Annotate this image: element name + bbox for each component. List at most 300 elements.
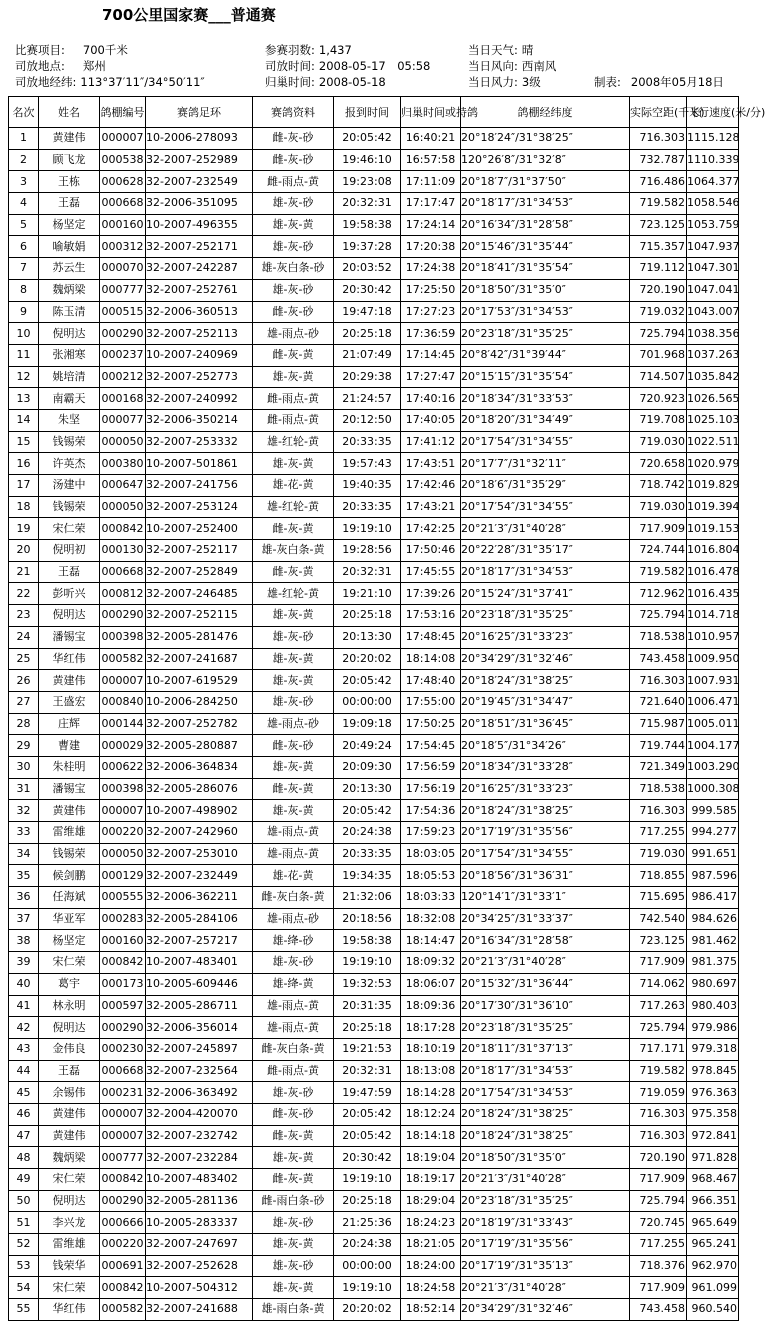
cell-ring: 32-2007-232564 xyxy=(146,1060,253,1082)
cell-ring: 32-2007-252115 xyxy=(146,605,253,627)
cell-ring: 32-2006-360513 xyxy=(146,301,253,323)
cell-distance: 715.357 xyxy=(630,236,687,258)
cell-speed: 1025.103 xyxy=(687,409,739,431)
cell-rank: 3 xyxy=(9,171,39,193)
cell-distance: 714.062 xyxy=(630,973,687,995)
cell-distance: 719.030 xyxy=(630,843,687,865)
cell-speed: 1064.377 xyxy=(687,171,739,193)
cell-pigeon-info: 雄-灰-黄 xyxy=(253,1234,334,1256)
table-row xyxy=(9,887,739,909)
cell-coords: 120°26′8″/31°32′8″ xyxy=(461,149,630,171)
table-row xyxy=(9,561,739,583)
cell-rank: 27 xyxy=(9,691,39,713)
table-row xyxy=(9,409,739,431)
table-row xyxy=(9,323,739,345)
return-time: 归巢时间: 2008-05-18 xyxy=(265,75,386,89)
cell-rank: 22 xyxy=(9,583,39,605)
cell-rank: 9 xyxy=(9,301,39,323)
cell-pigeon-info: 雄-灰-砂 xyxy=(253,236,334,258)
cell-name: 钱锡荣 xyxy=(39,496,100,518)
cell-rank: 21 xyxy=(9,561,39,583)
cell-ring: 32-2007-241688 xyxy=(146,1299,253,1321)
cell-report-time: 19:19:10 xyxy=(334,1169,401,1191)
cell-coords: 20°23′18″/31°35′25″ xyxy=(461,605,630,627)
cell-return-time: 18:32:08 xyxy=(401,908,461,930)
cell-distance: 714.507 xyxy=(630,366,687,388)
cell-loft-id: 000622 xyxy=(100,756,146,778)
cell-return-time: 17:50:46 xyxy=(401,540,461,562)
cell-name: 林永明 xyxy=(39,995,100,1017)
cell-speed: 1110.339 xyxy=(687,149,739,171)
results-table xyxy=(8,96,765,1321)
cell-rank: 37 xyxy=(9,908,39,930)
cell-coords: 20°17′19″/31°35′13″ xyxy=(461,1255,630,1277)
cell-return-time: 18:19:04 xyxy=(401,1147,461,1169)
cell-report-time: 20:29:38 xyxy=(334,366,401,388)
table-row xyxy=(9,1190,739,1212)
cell-speed: 1058.546 xyxy=(687,193,739,215)
cell-distance: 719.030 xyxy=(630,496,687,518)
cell-pigeon-info: 雄-灰-黄 xyxy=(253,648,334,670)
cell-speed: 1016.804 xyxy=(687,540,739,562)
cell-return-time: 17:50:25 xyxy=(401,713,461,735)
cell-speed: 960.540 xyxy=(687,1299,739,1321)
cell-coords: 20°17′53″/31°34′53″ xyxy=(461,301,630,323)
cell-distance: 720.190 xyxy=(630,279,687,301)
cell-distance: 717.909 xyxy=(630,1277,687,1299)
cell-report-time: 20:20:02 xyxy=(334,648,401,670)
cell-ring: 10-2006-278093 xyxy=(146,128,253,150)
wind-force: 当日风力: 3级 xyxy=(468,75,541,89)
cell-ring: 32-2007-242960 xyxy=(146,822,253,844)
cell-rank: 43 xyxy=(9,1038,39,1060)
cell-rank: 33 xyxy=(9,822,39,844)
cell-coords: 20°15′24″/31°37′41″ xyxy=(461,583,630,605)
header-speed: 飞行速度(米/分) xyxy=(687,97,739,128)
cell-name: 黄建伟 xyxy=(39,1103,100,1125)
cell-name: 金伟良 xyxy=(39,1038,100,1060)
cell-return-time: 18:13:08 xyxy=(401,1060,461,1082)
cell-ring: 10-2007-483402 xyxy=(146,1169,253,1191)
wind-direction: 当日风向: 西南风 xyxy=(468,59,557,73)
cell-pigeon-info: 雌-灰白条-黄 xyxy=(253,1038,334,1060)
cell-loft-id: 000077 xyxy=(100,409,146,431)
cell-ring: 32-2006-363492 xyxy=(146,1082,253,1104)
cell-pigeon-info: 雄-灰-砂 xyxy=(253,1082,334,1104)
header-loft-id: 鸽棚编号 xyxy=(100,97,146,128)
cell-return-time: 17:27:47 xyxy=(401,366,461,388)
cell-speed: 980.403 xyxy=(687,995,739,1017)
cell-report-time: 21:32:06 xyxy=(334,887,401,909)
cell-distance: 718.376 xyxy=(630,1255,687,1277)
cell-rank: 39 xyxy=(9,952,39,974)
cell-report-time: 21:07:49 xyxy=(334,344,401,366)
cell-report-time: 20:33:35 xyxy=(334,431,401,453)
cell-distance: 720.923 xyxy=(630,388,687,410)
cell-name: 黄建伟 xyxy=(39,670,100,692)
table-row xyxy=(9,1082,739,1104)
cell-pigeon-info: 雌-灰-黄 xyxy=(253,561,334,583)
cell-loft-id: 000130 xyxy=(100,540,146,562)
cell-return-time: 18:03:33 xyxy=(401,887,461,909)
release-time: 司放时间: 2008-05-17 05:58 xyxy=(265,59,431,73)
cell-report-time: 19:47:59 xyxy=(334,1082,401,1104)
cell-report-time: 19:21:53 xyxy=(334,1038,401,1060)
cell-rank: 47 xyxy=(9,1125,39,1147)
cell-return-time: 18:14:18 xyxy=(401,1125,461,1147)
cell-loft-id: 000380 xyxy=(100,453,146,475)
table-row xyxy=(9,583,739,605)
cell-report-time: 20:13:30 xyxy=(334,778,401,800)
cell-loft-id: 000515 xyxy=(100,301,146,323)
cell-name: 宋仁荣 xyxy=(39,1277,100,1299)
table-row xyxy=(9,279,739,301)
table-row xyxy=(9,496,739,518)
cell-speed: 981.462 xyxy=(687,930,739,952)
cell-distance: 719.582 xyxy=(630,561,687,583)
cell-loft-id: 000628 xyxy=(100,171,146,193)
cell-rank: 4 xyxy=(9,193,39,215)
cell-coords: 20°21′3″/31°40′28″ xyxy=(461,952,630,974)
cell-loft-id: 000812 xyxy=(100,583,146,605)
cell-loft-id: 000283 xyxy=(100,908,146,930)
cell-rank: 11 xyxy=(9,344,39,366)
cell-coords: 20°18′50″/31°35′0″ xyxy=(461,279,630,301)
cell-pigeon-info: 雄-雨点-黄 xyxy=(253,822,334,844)
cell-return-time: 17:48:45 xyxy=(401,626,461,648)
cell-pigeon-info: 雄-绛-砂 xyxy=(253,930,334,952)
table-row xyxy=(9,670,739,692)
cell-loft-id: 000237 xyxy=(100,344,146,366)
cell-return-time: 18:12:24 xyxy=(401,1103,461,1125)
cell-speed: 1047.937 xyxy=(687,236,739,258)
cell-report-time: 20:31:35 xyxy=(334,995,401,1017)
cell-pigeon-info: 雄-红轮-黄 xyxy=(253,431,334,453)
cell-speed: 1016.478 xyxy=(687,561,739,583)
cell-distance: 725.794 xyxy=(630,605,687,627)
cell-coords: 20°16′25″/31°33′23″ xyxy=(461,778,630,800)
cell-distance: 718.538 xyxy=(630,626,687,648)
cell-rank: 26 xyxy=(9,670,39,692)
table-header xyxy=(9,97,739,128)
cell-report-time: 21:24:57 xyxy=(334,388,401,410)
cell-distance: 716.486 xyxy=(630,171,687,193)
table-row xyxy=(9,973,739,995)
cell-name: 王磊 xyxy=(39,561,100,583)
cell-speed: 1115.128 xyxy=(687,128,739,150)
cell-name: 倪明达 xyxy=(39,1190,100,1212)
cell-distance: 716.303 xyxy=(630,1103,687,1125)
cell-pigeon-info: 雄-灰-黄 xyxy=(253,1147,334,1169)
cell-pigeon-info: 雄-灰-砂 xyxy=(253,691,334,713)
cell-rank: 32 xyxy=(9,800,39,822)
cell-rank: 51 xyxy=(9,1212,39,1234)
table-row xyxy=(9,453,739,475)
cell-loft-id: 000220 xyxy=(100,1234,146,1256)
cell-ring: 32-2007-232742 xyxy=(146,1125,253,1147)
cell-coords: 20°17′7″/31°32′11″ xyxy=(461,453,630,475)
cell-coords: 20°34′25″/31°33′37″ xyxy=(461,908,630,930)
cell-speed: 1047.301 xyxy=(687,258,739,280)
cell-speed: 1019.394 xyxy=(687,496,739,518)
cell-speed: 1038.356 xyxy=(687,323,739,345)
cell-return-time: 17:53:16 xyxy=(401,605,461,627)
cell-speed: 1037.263 xyxy=(687,344,739,366)
cell-ring: 32-2007-241687 xyxy=(146,648,253,670)
cell-name: 钱锡荣 xyxy=(39,843,100,865)
cell-name: 华亚军 xyxy=(39,908,100,930)
table-row xyxy=(9,258,739,280)
cell-report-time: 19:57:43 xyxy=(334,453,401,475)
cell-ring: 10-2007-501861 xyxy=(146,453,253,475)
cell-pigeon-info: 雌-雨点-黄 xyxy=(253,1060,334,1082)
cell-name: 曹建 xyxy=(39,735,100,757)
cell-distance: 719.582 xyxy=(630,193,687,215)
cell-return-time: 17:24:38 xyxy=(401,258,461,280)
cell-rank: 53 xyxy=(9,1255,39,1277)
cell-speed: 1007.931 xyxy=(687,670,739,692)
cell-speed: 968.467 xyxy=(687,1169,739,1191)
cell-return-time: 17:20:38 xyxy=(401,236,461,258)
cell-ring: 32-2007-252849 xyxy=(146,561,253,583)
header-pigeon-info: 赛鸽资料 xyxy=(253,97,334,128)
table-row xyxy=(9,1125,739,1147)
table-row xyxy=(9,756,739,778)
cell-return-time: 18:52:14 xyxy=(401,1299,461,1321)
table-row xyxy=(9,1147,739,1169)
cell-name: 彭听兴 xyxy=(39,583,100,605)
cell-pigeon-info: 雄-灰-黄 xyxy=(253,756,334,778)
cell-ring: 32-2007-253124 xyxy=(146,496,253,518)
cell-distance: 723.125 xyxy=(630,930,687,952)
cell-name: 钱荣华 xyxy=(39,1255,100,1277)
cell-coords: 20°19′45″/31°34′47″ xyxy=(461,691,630,713)
cell-ring: 32-2007-232549 xyxy=(146,171,253,193)
cell-coords: 20°18′11″/31°37′13″ xyxy=(461,1038,630,1060)
cell-distance: 719.708 xyxy=(630,409,687,431)
cell-ring: 32-2007-245897 xyxy=(146,1038,253,1060)
header-report-time: 报到时间 xyxy=(334,97,401,128)
cell-distance: 719.582 xyxy=(630,1060,687,1082)
cell-name: 李兴龙 xyxy=(39,1212,100,1234)
table-row xyxy=(9,236,739,258)
cell-return-time: 17:56:59 xyxy=(401,756,461,778)
cell-loft-id: 000668 xyxy=(100,561,146,583)
cell-name: 陈玉清 xyxy=(39,301,100,323)
cell-distance: 718.855 xyxy=(630,865,687,887)
cell-pigeon-info: 雄-灰-砂 xyxy=(253,952,334,974)
cell-pigeon-info: 雌-雨点-黄 xyxy=(253,409,334,431)
cell-name: 雷维雄 xyxy=(39,822,100,844)
cell-report-time: 20:05:42 xyxy=(334,800,401,822)
cell-pigeon-info: 雄-灰-砂 xyxy=(253,1212,334,1234)
cell-report-time: 20:18:56 xyxy=(334,908,401,930)
cell-pigeon-info: 雄-雨点-黄 xyxy=(253,995,334,1017)
cell-coords: 20°18′34″/31°33′53″ xyxy=(461,388,630,410)
cell-name: 南霸天 xyxy=(39,388,100,410)
cell-rank: 17 xyxy=(9,475,39,497)
table-row xyxy=(9,930,739,952)
cell-speed: 1047.041 xyxy=(687,279,739,301)
cell-speed: 1003.290 xyxy=(687,756,739,778)
cell-coords: 20°17′54″/31°34′53″ xyxy=(461,1082,630,1104)
cell-report-time: 19:19:10 xyxy=(334,1277,401,1299)
cell-name: 杨坚定 xyxy=(39,214,100,236)
cell-name: 王栋 xyxy=(39,171,100,193)
cell-loft-id: 000070 xyxy=(100,258,146,280)
cell-report-time: 20:33:35 xyxy=(334,496,401,518)
cell-report-time: 20:12:50 xyxy=(334,409,401,431)
table-row xyxy=(9,193,739,215)
cell-return-time: 17:40:16 xyxy=(401,388,461,410)
table-row xyxy=(9,431,739,453)
cell-return-time: 17:54:36 xyxy=(401,800,461,822)
cell-return-time: 18:21:05 xyxy=(401,1234,461,1256)
table-row xyxy=(9,388,739,410)
cell-ring: 32-2007-252171 xyxy=(146,236,253,258)
cell-ring: 10-2007-498902 xyxy=(146,800,253,822)
cell-pigeon-info: 雌-灰-砂 xyxy=(253,1103,334,1125)
cell-ring: 10-2007-252400 xyxy=(146,518,253,540)
cell-rank: 49 xyxy=(9,1169,39,1191)
cell-pigeon-info: 雄-雨点-黄 xyxy=(253,843,334,865)
table-row xyxy=(9,626,739,648)
cell-return-time: 17:25:50 xyxy=(401,279,461,301)
cell-report-time: 19:58:38 xyxy=(334,214,401,236)
cell-pigeon-info: 雌-雨点-黄 xyxy=(253,171,334,193)
table-row xyxy=(9,128,739,150)
table-row xyxy=(9,713,739,735)
cell-name: 黄建伟 xyxy=(39,800,100,822)
cell-report-time: 19:34:35 xyxy=(334,865,401,887)
cell-rank: 20 xyxy=(9,540,39,562)
cell-coords: 20°23′18″/31°35′25″ xyxy=(461,1190,630,1212)
cell-coords: 20°18′6″/31°35′29″ xyxy=(461,475,630,497)
cell-loft-id: 000007 xyxy=(100,1103,146,1125)
cell-speed: 987.596 xyxy=(687,865,739,887)
cell-rank: 7 xyxy=(9,258,39,280)
cell-rank: 52 xyxy=(9,1234,39,1256)
cell-ring: 32-2005-286076 xyxy=(146,778,253,800)
cell-speed: 1014.718 xyxy=(687,605,739,627)
cell-pigeon-info: 雄-灰-砂 xyxy=(253,626,334,648)
cell-name: 张湘寒 xyxy=(39,344,100,366)
table-row xyxy=(9,1169,739,1191)
cell-rank: 55 xyxy=(9,1299,39,1321)
cell-name: 候剑鹏 xyxy=(39,865,100,887)
cell-ring: 32-2007-252628 xyxy=(146,1255,253,1277)
cell-loft-id: 000842 xyxy=(100,518,146,540)
cell-return-time: 18:09:36 xyxy=(401,995,461,1017)
cell-loft-id: 000050 xyxy=(100,431,146,453)
cell-distance: 721.640 xyxy=(630,691,687,713)
cell-coords: 120°14′1″/31°33′1″ xyxy=(461,887,630,909)
cell-report-time: 19:19:10 xyxy=(334,518,401,540)
cell-pigeon-info: 雄-灰-砂 xyxy=(253,279,334,301)
cell-pigeon-info: 雄-灰-黄 xyxy=(253,214,334,236)
cell-return-time: 17:59:23 xyxy=(401,822,461,844)
cell-loft-id: 000231 xyxy=(100,1082,146,1104)
cell-name: 王盛宏 xyxy=(39,691,100,713)
cell-loft-id: 000212 xyxy=(100,366,146,388)
cell-pigeon-info: 雄-灰白条-砂 xyxy=(253,258,334,280)
cell-ring: 32-2007-252782 xyxy=(146,713,253,735)
cell-return-time: 18:19:17 xyxy=(401,1169,461,1191)
cell-ring: 10-2007-483401 xyxy=(146,952,253,974)
cell-loft-id: 000647 xyxy=(100,475,146,497)
cell-coords: 20°18′5″/31°34′26″ xyxy=(461,735,630,757)
cell-return-time: 17:48:40 xyxy=(401,670,461,692)
cell-return-time: 17:42:25 xyxy=(401,518,461,540)
cell-report-time: 20:32:31 xyxy=(334,1060,401,1082)
cell-speed: 965.241 xyxy=(687,1234,739,1256)
cell-pigeon-info: 雄-灰-黄 xyxy=(253,1277,334,1299)
header-name: 姓名 xyxy=(39,97,100,128)
cell-pigeon-info: 雄-红轮-黄 xyxy=(253,583,334,605)
cell-rank: 48 xyxy=(9,1147,39,1169)
cell-rank: 16 xyxy=(9,453,39,475)
cell-report-time: 20:32:31 xyxy=(334,561,401,583)
cell-coords: 20°18′7″/31°37′50″ xyxy=(461,171,630,193)
cell-speed: 980.697 xyxy=(687,973,739,995)
cell-coords: 20°17′54″/31°34′55″ xyxy=(461,496,630,518)
cell-report-time: 20:25:18 xyxy=(334,1017,401,1039)
cell-speed: 962.970 xyxy=(687,1255,739,1277)
cell-distance: 719.744 xyxy=(630,735,687,757)
cell-rank: 38 xyxy=(9,930,39,952)
cell-rank: 18 xyxy=(9,496,39,518)
cell-distance: 719.032 xyxy=(630,301,687,323)
cell-pigeon-info: 雌-灰-砂 xyxy=(253,301,334,323)
cell-return-time: 17:43:21 xyxy=(401,496,461,518)
cell-rank: 54 xyxy=(9,1277,39,1299)
table-row xyxy=(9,1277,739,1299)
cell-pigeon-info: 雄-绛-黄 xyxy=(253,973,334,995)
cell-ring: 32-2007-253010 xyxy=(146,843,253,865)
cell-return-time: 17:42:46 xyxy=(401,475,461,497)
cell-report-time: 20:09:30 xyxy=(334,756,401,778)
header-ring: 赛鸽足环 xyxy=(146,97,253,128)
cell-loft-id: 000290 xyxy=(100,1190,146,1212)
cell-coords: 20°18′19″/31°33′43″ xyxy=(461,1212,630,1234)
cell-coords: 20°18′34″/31°33′28″ xyxy=(461,756,630,778)
cell-name: 雷维雄 xyxy=(39,1234,100,1256)
table-row xyxy=(9,366,739,388)
cell-distance: 701.968 xyxy=(630,344,687,366)
cell-speed: 1004.177 xyxy=(687,735,739,757)
cell-distance: 725.794 xyxy=(630,1017,687,1039)
cell-name: 宋仁荣 xyxy=(39,952,100,974)
cell-ring: 32-2006-356014 xyxy=(146,1017,253,1039)
cell-rank: 10 xyxy=(9,323,39,345)
cell-report-time: 19:19:10 xyxy=(334,952,401,974)
table-row xyxy=(9,1017,739,1039)
cell-pigeon-info: 雄-雨点-砂 xyxy=(253,908,334,930)
cell-distance: 718.742 xyxy=(630,475,687,497)
cell-distance: 743.458 xyxy=(630,1299,687,1321)
made-date: 制表: 2008年05月18日 xyxy=(594,75,724,89)
cell-distance: 719.059 xyxy=(630,1082,687,1104)
cell-rank: 5 xyxy=(9,214,39,236)
cell-ring: 10-2005-283337 xyxy=(146,1212,253,1234)
cell-rank: 31 xyxy=(9,778,39,800)
cell-loft-id: 000220 xyxy=(100,822,146,844)
cell-rank: 15 xyxy=(9,431,39,453)
cell-rank: 44 xyxy=(9,1060,39,1082)
cell-report-time: 19:09:18 xyxy=(334,713,401,735)
table-row xyxy=(9,1038,739,1060)
cell-loft-id: 000290 xyxy=(100,1017,146,1039)
